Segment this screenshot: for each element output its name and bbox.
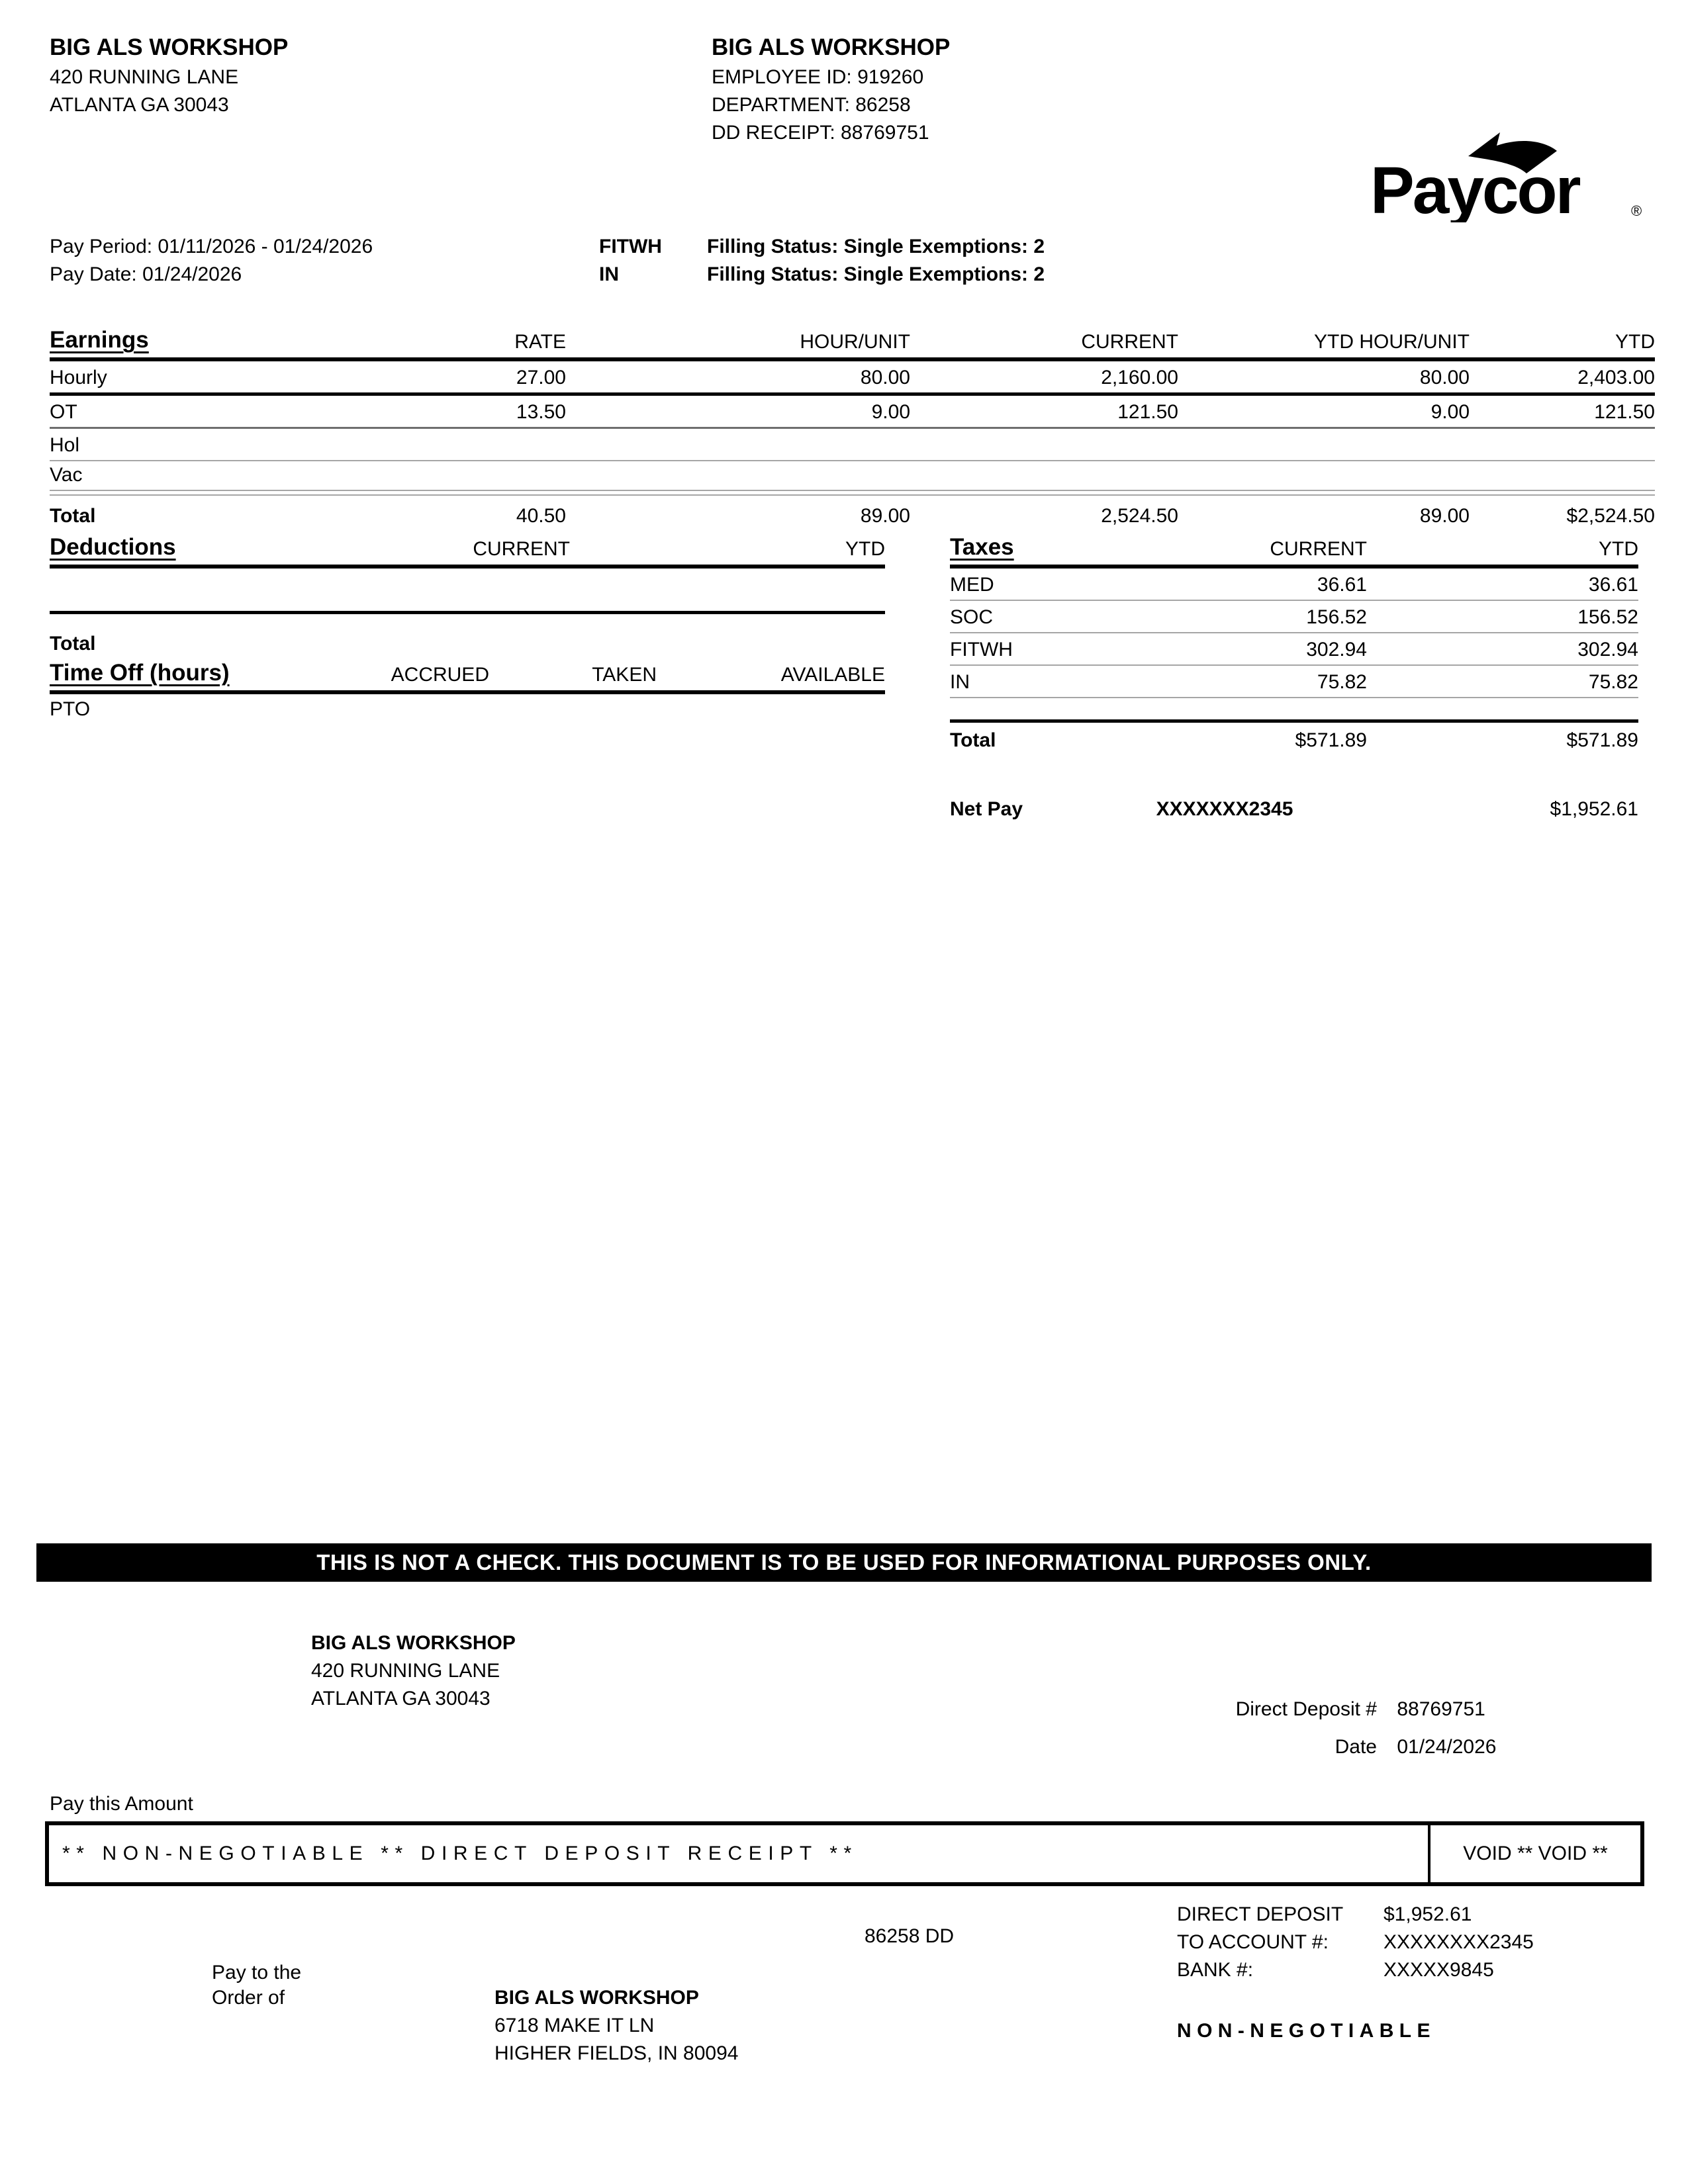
employer-address-block [50,32,288,119]
earnings-cell: 121.50 [1594,401,1655,423]
taxes-header-current: CURRENT [1270,538,1367,560]
deposit-bank-label: BANK #: [1177,1959,1254,1981]
taxes-row-med [950,569,1638,601]
employer-address1: 420 RUNNING LANE [50,66,239,88]
taxes-row-label: IN [950,671,970,693]
pay-to-line2: Order of [212,1987,285,2009]
check-employer-name: BIG ALS WORKSHOP [311,1632,516,1654]
taxes-cell: 36.61 [1317,574,1367,596]
taxes-row-in [950,666,1638,698]
non-negotiable-text: NON-NEGOTIABLE [1177,2020,1436,2042]
deposit-account-value: XXXXXXXX2345 [1383,1931,1534,1953]
deposit-account-row [1177,1929,1534,1956]
earnings-row-ot [50,396,1655,429]
deductions-title: Deductions [50,534,176,560]
earnings-header-rate: RATE [514,331,566,353]
earnings-row-hol [50,429,1655,461]
taxes-table [950,526,1638,765]
earnings-total-cell: 40.50 [516,505,566,527]
taxes-row-label: SOC [950,606,994,628]
payee-block [494,1984,738,2068]
date-row [1019,1733,1497,1761]
earnings-cell: 13.50 [516,401,566,423]
taxes-cell: 75.82 [1588,671,1638,693]
deposit-amount-value: $1,952.61 [1383,1903,1472,1925]
pay-to-line1: Pay to the [212,1962,302,1983]
time-off-header-row [50,652,885,694]
time-off-title: Time Off (hours) [50,660,230,686]
earnings-cell: 2,160.00 [1101,367,1178,388]
earnings-cell: 2,403.00 [1577,367,1655,388]
earnings-header-current: CURRENT [1081,331,1178,353]
earnings-header-hour-unit: HOUR/UNIT [800,331,910,353]
deductions-total-label: Total [50,633,96,655]
earnings-total-label: Total [50,505,96,527]
taxes-row-label: FITWH [950,639,1013,660]
deductions-header-current: CURRENT [473,538,570,560]
taxes-cell: 302.94 [1306,639,1367,660]
earnings-header-ytd: YTD [1615,331,1655,353]
earnings-total-cell: 89.00 [1419,505,1470,527]
taxes-row-soc [950,601,1638,633]
pay-date: Pay Date: 01/24/2026 [50,263,242,285]
deposit-bank-row [1177,1956,1534,1984]
paycor-swoosh-icon [1369,130,1647,222]
employee-id: EMPLOYEE ID: 919260 [712,66,924,88]
earnings-row-label: Vac [50,464,83,486]
taxes-total-row [950,719,1638,765]
earnings-cell: 9.00 [1430,401,1470,423]
check-employer-address1: 420 RUNNING LANE [311,1660,500,1682]
earnings-header-row [50,319,1655,361]
taxes-header-ytd: YTD [1599,538,1638,560]
time-off-header-taken: TAKEN [592,664,657,686]
net-pay-amount: $1,952.61 [1550,798,1638,820]
deductions-header-row [50,526,885,569]
net-pay-label: Net Pay [950,798,1023,820]
deductions-empty-row [50,569,885,614]
date-label: Date [1335,1736,1377,1758]
pay-to-the-order-block [212,1960,301,2011]
net-pay-account: XXXXXXX2345 [1156,798,1293,820]
payee-address1: 6718 MAKE IT LN [494,2015,655,2036]
taxes-total-current: $571.89 [1295,729,1367,751]
deductions-header-ytd: YTD [845,538,885,560]
in-status: Filling Status: Single Exemptions: 2 [707,263,1045,285]
earnings-header-ytd-hour-unit: YTD HOUR/UNIT [1314,331,1470,353]
date-value: 01/24/2026 [1397,1736,1497,1758]
taxes-spacer [950,698,1638,719]
taxes-cell: 75.82 [1317,671,1367,693]
taxes-cell: 302.94 [1577,639,1638,660]
svg-text:®: ® [1631,203,1642,219]
employer-name: BIG ALS WORKSHOP [50,34,289,60]
net-pay-row [950,792,1638,821]
time-off-header-available: AVAILABLE [780,664,885,686]
employee-company-name: BIG ALS WORKSHOP [712,34,951,60]
deposit-amount-label: DIRECT DEPOSIT [1177,1903,1344,1925]
earnings-total-cell: $2,524.50 [1566,505,1655,527]
deposit-account-label: TO ACCOUNT #: [1177,1931,1329,1953]
employee-department: DEPARTMENT: 86258 [712,94,911,116]
employee-info-block [712,32,950,147]
taxes-cell: 36.61 [1588,574,1638,596]
deposit-details-block [1177,1901,1534,1984]
time-off-row-pto [50,694,885,727]
fitwh-code: FITWH [599,236,662,257]
earnings-row-label: Hourly [50,367,107,388]
employer-address2: ATLANTA GA 30043 [50,94,229,116]
earnings-cell: 9.00 [871,401,910,423]
earnings-cell: 27.00 [516,367,566,388]
non-negotiable-receipt-text: ** NON-NEGOTIABLE ** DIRECT DEPOSIT RECEIPT ** [62,1843,858,1864]
taxes-total-ytd: $571.89 [1566,729,1638,751]
department-dd-code: 86258 DD [865,1925,955,1947]
payee-name: BIG ALS WORKSHOP [494,1987,699,2009]
check-employer-address2: ATLANTA GA 30043 [311,1688,491,1709]
earnings-cell: 80.00 [1419,367,1470,388]
taxes-cell: 156.52 [1306,606,1367,628]
earnings-row-label: OT [50,401,77,423]
pay-this-amount-label: Pay this Amount [50,1793,193,1815]
employee-dd-receipt: DD RECEIPT: 88769751 [712,122,929,144]
pay-period: Pay Period: 01/11/2026 - 01/24/2026 [50,236,373,257]
check-employer-block [311,1629,516,1713]
direct-deposit-number-row [1019,1696,1485,1723]
taxes-header-row [950,526,1638,569]
void-text: VOID ** VOID ** [1428,1825,1640,1882]
earnings-row-label: Hol [50,434,80,456]
taxes-row-label: MED [950,574,994,596]
time-off-row-label: PTO [50,698,91,720]
earnings-table [50,319,1655,530]
earnings-total-cell: 89.00 [860,505,910,527]
svg-text:Paycor: Paycor [1370,154,1579,222]
time-off-header-accrued: ACCRUED [391,664,489,686]
earnings-title: Earnings [50,327,149,353]
earnings-cell: 121.50 [1117,401,1178,423]
not-a-check-banner: THIS IS NOT A CHECK. THIS DOCUMENT IS TO BE USED FOR INFORMATIONAL PURPOSES ONLY. [36,1543,1652,1582]
earnings-row-hourly [50,361,1655,396]
in-code: IN [599,263,619,285]
taxes-total-label: Total [950,729,996,751]
deductions-total-row [50,614,885,655]
earnings-cell: 80.00 [860,367,910,388]
deposit-amount-row [1177,1901,1534,1929]
direct-deposit-number-value: 88769751 [1397,1698,1485,1720]
taxes-title: Taxes [950,534,1014,560]
paycor-logo [1369,130,1647,222]
earnings-row-vac [50,461,1655,491]
non-negotiable-receipt-box [45,1821,1644,1886]
earnings-total-cell: 2,524.50 [1101,505,1178,527]
direct-deposit-number-label: Direct Deposit # [1235,1698,1377,1720]
payee-address2: HIGHER FIELDS, IN 80094 [494,2042,739,2064]
earnings-total-row [50,494,1655,530]
taxes-cell: 156.52 [1577,606,1638,628]
fitwh-status: Filling Status: Single Exemptions: 2 [707,236,1045,257]
deductions-table [50,526,885,655]
time-off-table [50,652,885,727]
taxes-row-fitwh [950,633,1638,666]
deposit-bank-value: XXXXX9845 [1383,1959,1494,1981]
